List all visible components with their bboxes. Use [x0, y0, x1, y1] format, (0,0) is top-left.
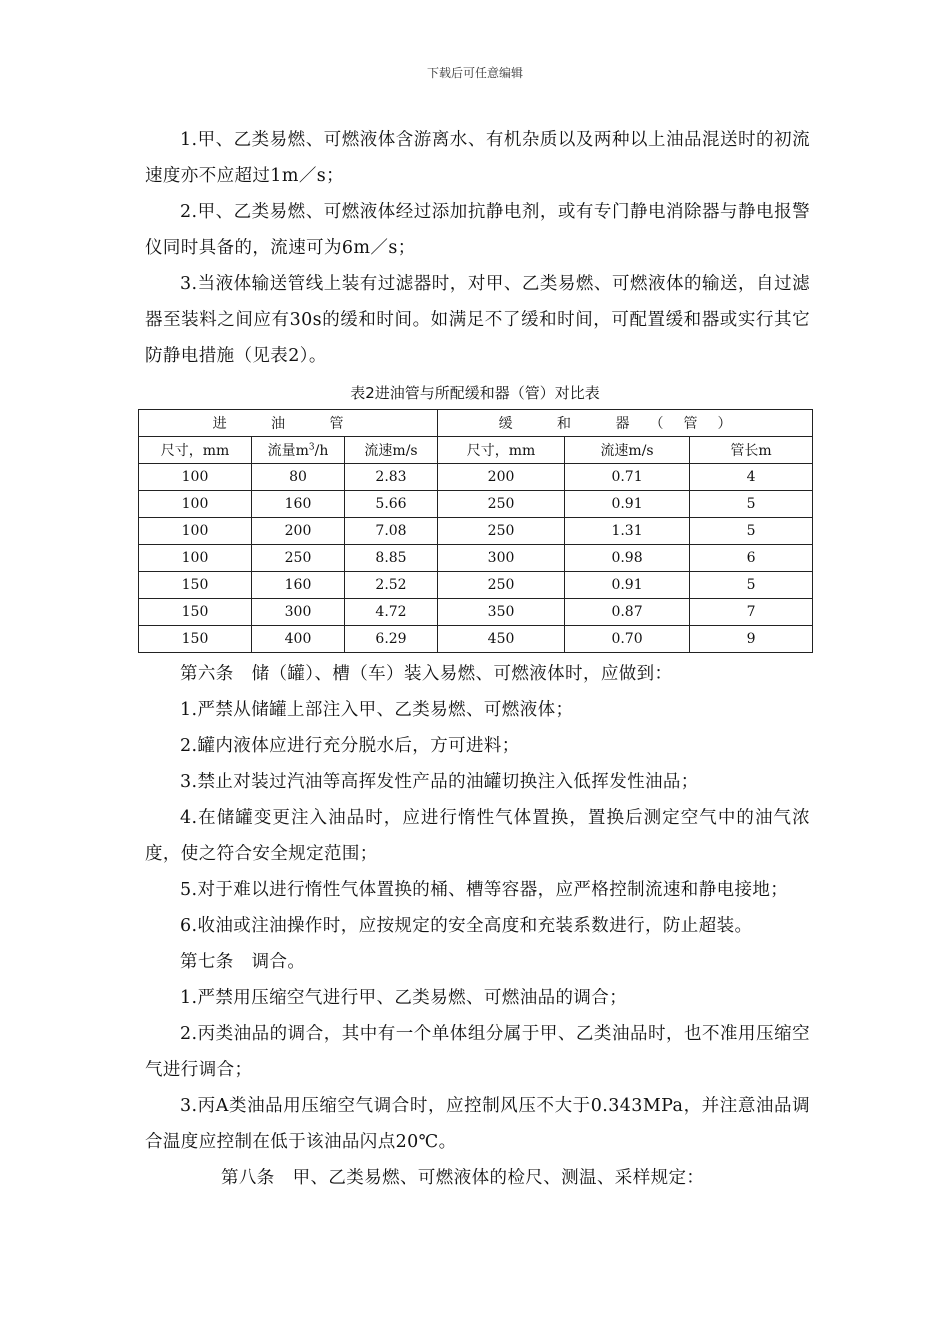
table-cell: 150	[139, 572, 252, 599]
table-row	[139, 491, 813, 518]
table-cell: 0.91	[565, 491, 690, 518]
paragraph: 4.在储罐变更注入油品时，应进行惰性气体置换，置换后测定空气中的油气浓度，使之符合安全规定范围；	[145, 808, 810, 864]
table-cell: 0.71	[565, 464, 690, 491]
table-row	[139, 518, 813, 545]
page-header: 下载后可任意编辑	[426, 66, 523, 80]
table-cell: 160	[252, 491, 345, 518]
table-cell: 7	[690, 599, 813, 626]
table-cell: 400	[252, 626, 345, 653]
table-cell: 100	[139, 518, 252, 545]
table-cell: 300	[252, 599, 345, 626]
table-cell: 250	[438, 491, 565, 518]
paragraph: 1.甲、乙类易燃、可燃液体含游离水、有机杂质以及两种以上油品混送时的初流速度亦不应超过1m／s；	[145, 130, 810, 186]
paragraph: 5.对于难以进行惰性气体置换的桶、槽等容器，应严格控制流速和静电接地；	[180, 880, 789, 900]
table-cell: 5	[690, 518, 813, 545]
table-group-header-row	[139, 410, 813, 437]
table-cell: 4.72	[345, 599, 438, 626]
paragraph: 2.罐内液体应进行充分脱水后，方可进料；	[180, 736, 520, 756]
table-cell: 300	[438, 545, 565, 572]
group-header-inlet-pipe: 进 油 管	[139, 410, 438, 437]
article-heading: 第七条 调合。	[180, 952, 306, 972]
table-header-row	[139, 437, 813, 464]
paragraph: 3.当液体输送管线上装有过滤器时，对甲、乙类易燃、可燃液体的输送，自过滤器至装料之间应有30s的缓和时间。如满足不了缓和时间，可配置缓和器或实行其它防静电措施（见表2）。	[145, 274, 810, 366]
table-row	[139, 464, 813, 491]
table-cell: 100	[139, 491, 252, 518]
table-cell: 6	[690, 545, 813, 572]
column-header: 尺寸，mm	[438, 437, 565, 464]
table-cell: 160	[252, 572, 345, 599]
flow-header-sup: 3	[308, 442, 315, 453]
group-header-buffer: 缓 和 器（管）	[438, 410, 813, 437]
article-section	[145, 656, 810, 1196]
column-header: 尺寸，mm	[139, 437, 252, 464]
table-cell: 5	[690, 572, 813, 599]
table-cell: 250	[438, 518, 565, 545]
table-cell: 200	[438, 464, 565, 491]
article-heading: 第六条 储（罐）、槽（车）装入易燃、可燃液体时，应做到：	[180, 664, 673, 684]
paragraph: 3.禁止对装过汽油等高挥发性产品的油罐切换注入低挥发性油品；	[180, 772, 699, 792]
table-cell: 4	[690, 464, 813, 491]
table-title: 表2进油管与所配缓和器（管）对比表	[350, 384, 600, 402]
paragraph: 2.丙类油品的调合，其中有一个单体组分属于甲、乙类油品时，也不准用压缩空气进行调合；	[145, 1024, 810, 1080]
table-cell: 0.91	[565, 572, 690, 599]
column-header: 流速m/s	[565, 437, 690, 464]
paragraph: 1.严禁用压缩空气进行甲、乙类易燃、可燃油品的调合；	[180, 988, 628, 1008]
table-cell: 2.83	[345, 464, 438, 491]
table-cell: 200	[252, 518, 345, 545]
paragraph: 6.收油或注油操作时，应按规定的安全高度和充装系数进行，防止超装。	[180, 916, 753, 936]
table-cell: 100	[139, 545, 252, 572]
article-heading: 第八条 甲、乙类易燃、可燃液体的检尺、测温、采样规定：	[221, 1168, 705, 1188]
column-header-flow	[252, 437, 345, 464]
table-cell: 7.08	[345, 518, 438, 545]
table-cell: 80	[252, 464, 345, 491]
table-row	[139, 626, 813, 653]
flow-header-tail: /h	[314, 443, 329, 459]
table-cell: 450	[438, 626, 565, 653]
table-row	[139, 545, 813, 572]
table-cell: 350	[438, 599, 565, 626]
column-header: 流速m/s	[345, 437, 438, 464]
table-row	[139, 599, 813, 626]
table-cell: 0.87	[565, 599, 690, 626]
paragraph: 2.甲、乙类易燃、可燃液体经过添加抗静电剂，或有专门静电消除器与静电报警仪同时具备的，流速可为6m／s；	[145, 202, 810, 258]
table-cell: 5	[690, 491, 813, 518]
table-cell: 0.70	[565, 626, 690, 653]
column-header: 管长m	[690, 437, 813, 464]
table-cell: 150	[139, 626, 252, 653]
table-cell: 8.85	[345, 545, 438, 572]
paragraph: 3.丙A类油品用压缩空气调合时，应控制风压不大于0.343MPa，并注意油品调合温度应控制在低于该油品闪点20℃。	[145, 1096, 810, 1152]
table-cell: 5.66	[345, 491, 438, 518]
table-cell: 150	[139, 599, 252, 626]
table-cell: 1.31	[565, 518, 690, 545]
comparison-table	[138, 409, 813, 653]
paragraph: 1.严禁从储罐上部注入甲、乙类易燃、可燃液体；	[180, 700, 574, 720]
table-cell: 6.29	[345, 626, 438, 653]
table-cell: 2.52	[345, 572, 438, 599]
table-cell: 100	[139, 464, 252, 491]
intro-section	[145, 122, 810, 374]
table-cell: 0.98	[565, 545, 690, 572]
table-row	[139, 572, 813, 599]
flow-header-text: 流量m	[267, 443, 309, 459]
table-cell: 250	[252, 545, 345, 572]
table-cell: 9	[690, 626, 813, 653]
table-cell: 250	[438, 572, 565, 599]
